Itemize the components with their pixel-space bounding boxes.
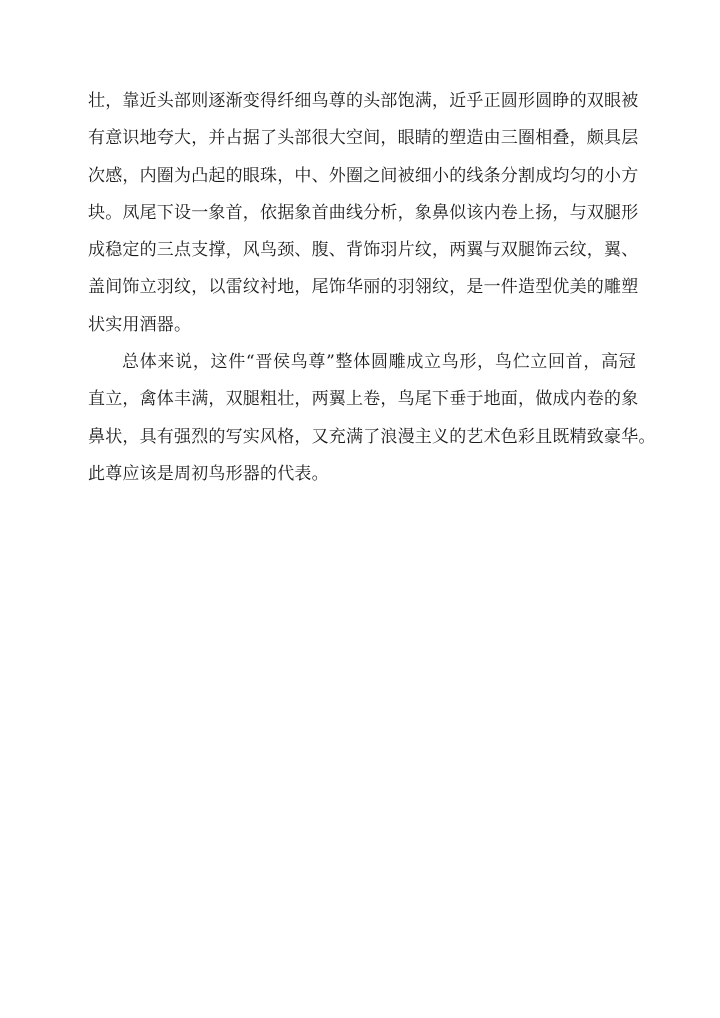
text-line: 盖间饰立羽纹，以雷纹衬地，尾饰华丽的羽翎纹，是一件造型优美的雕塑 [88, 277, 639, 298]
text-line: 次感，内圈为凸起的眼珠，中、外圈之间被细小的线条分割成均匀的小方 [88, 165, 639, 186]
paragraph-1 [88, 83, 639, 344]
text-line: 此尊应该是周初鸟形器的代表。 [88, 463, 329, 484]
paragraph-2 [88, 344, 656, 493]
text-line: 壮，靠近头部则逐渐变得纤细鸟尊的头部饱满，近乎正圆形圆睁的双眼被 [88, 91, 639, 111]
text-line: 直立，禽体丰满，双腿粗壮，两翼上卷，鸟尾下垂于地面，做成内卷的象 [88, 389, 639, 410]
text-line: 鼻状，具有强烈的写实风格，又充满了浪漫主义的艺术色彩且既精致豪华。 [88, 426, 656, 447]
text-line: 总体来说，这件“晋侯鸟尊”整体圆雕成立鸟形，鸟伫立回首，高冠 [122, 352, 636, 373]
text-line: 有意识地夸大，并占据了头部很大空间，眼睛的塑造由三圈相叠，颇具层 [88, 128, 639, 149]
text-line: 成稳定的三点支撑，风鸟颈、腹、背饰羽片纹，两翼与双腿饰云纹，翼、 [88, 240, 639, 261]
text-line: 块。凤尾下设一象首，依据象首曲线分析，象鼻似该内卷上扬，与双腿形 [88, 202, 639, 223]
document-body [88, 83, 656, 493]
text-line: 状实用酒器。 [88, 314, 192, 335]
